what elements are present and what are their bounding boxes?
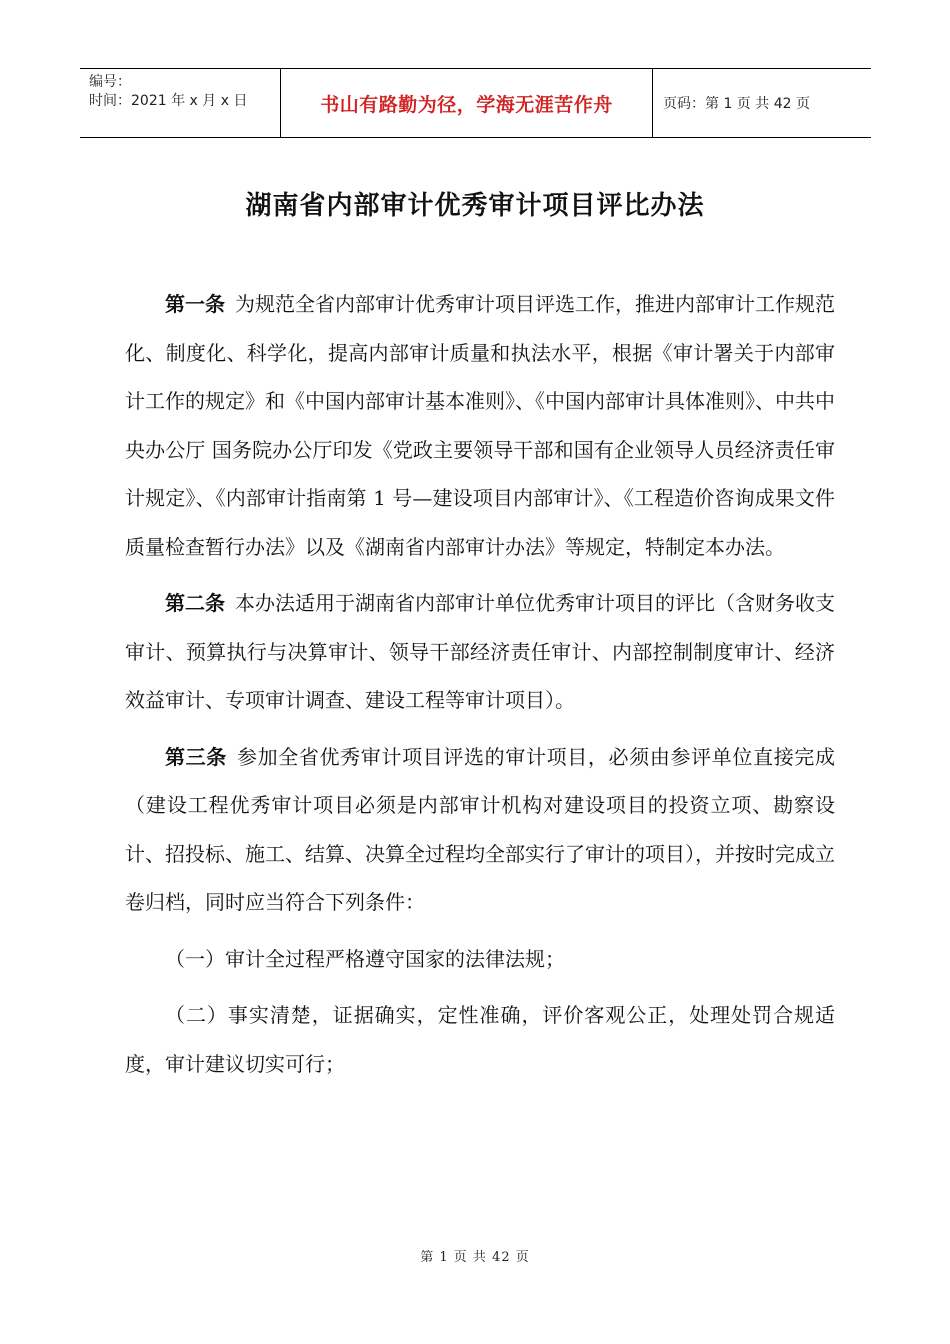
- number-label: 编号：: [89, 74, 131, 90]
- article-label: 第二条: [165, 591, 225, 615]
- time-label: 时间：2021 年 x 月 x 日: [89, 93, 248, 109]
- article-paragraph: [125, 733, 835, 927]
- document-title: 湖南省内部审计优秀审计项目评比办法: [245, 191, 705, 221]
- document-header: [80, 68, 871, 138]
- header-motto: 书山有路勤为径，学海无涯苦作舟: [281, 69, 653, 137]
- condition-item: （一）审计全过程严格遵守国家的法律法规；: [165, 946, 565, 971]
- article-text: 参加全省优秀审计项目评选的审计项目，必须由参评单位直接完成（建设工程优秀审计项目必须是内部审计机构对建设项目的投资立项、勘察设计、招投标、施工、结算、决算全过程均全部实行了审计的项目），并按时完成立卷归档，同时应当符合下列条件：: [125, 744, 836, 914]
- article-label: 第三条: [165, 744, 227, 769]
- header-page-info: 页码：第 1 页 共 42 页: [663, 96, 810, 112]
- article-paragraph: [125, 579, 835, 725]
- page-footer: 第 1 页 共 42 页: [420, 1250, 530, 1265]
- header-meta-cell: [80, 69, 281, 137]
- article-text: 本办法适用于湖南省内部审计单位优秀审计项目的评比（含财务收支审计、预算执行与决算审计、领导干部经济责任审计、内部控制制度审计、经济效益审计、专项审计调查、建设工程等审计项目）。: [125, 591, 835, 712]
- condition-item: （二）事实清楚，证据确实，定性准确，评价客观公正，处理处罚合规适度，审计建议切实可行；: [125, 1003, 835, 1076]
- article-paragraph: [125, 280, 835, 571]
- article-text: 为规范全省内部审计优秀审计项目评选工作，推进内部审计工作规范化、制度化、科学化，提高内部审计质量和执法水平，根据《审计署关于内部审计工作的规定》和《中国内部审计基本准则》、《中国内部审计具体准则》、中共中央办公厅 国务院办公厅印发《党政主要领导干部和国有企业领导人员经济责任审计规定》、《内部审计指南第 1 号—建设项目内部审计》、《工程造价咨询成果文件质量检查暂行办法》以及《湖南省内部审计办法》等规定，特制定本办法。: [125, 292, 835, 559]
- document-body: [125, 280, 835, 1096]
- article-label: 第一条: [165, 292, 225, 316]
